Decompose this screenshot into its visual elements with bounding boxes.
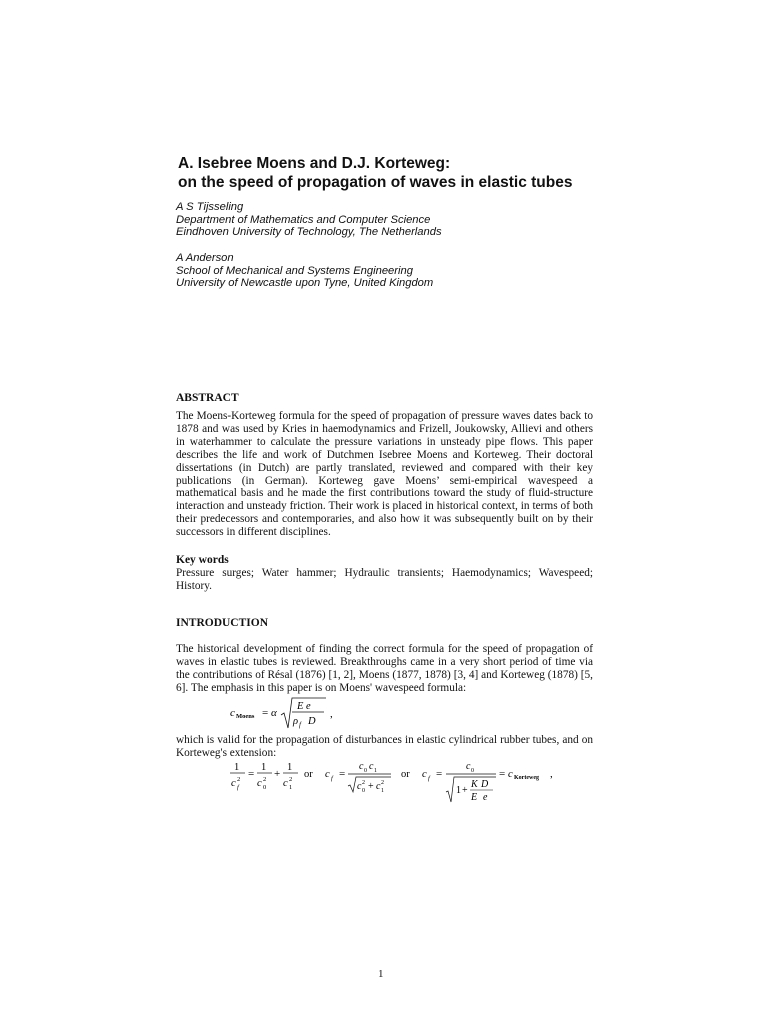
- eq2-comma: ,: [550, 768, 553, 780]
- eq2-c: c: [508, 769, 513, 780]
- eq2-korteweg-sub: Korteweg: [514, 775, 539, 781]
- eq2-c: c: [325, 769, 330, 780]
- eq2-c: c: [466, 761, 471, 772]
- author-name: A S Tijsseling: [176, 201, 244, 213]
- eq2-c: c: [257, 778, 262, 789]
- moens-equation: [230, 696, 370, 735]
- eq2-D: D: [481, 779, 489, 790]
- eq2-sub-1: 1: [381, 788, 384, 794]
- author-institution: Eindhoven University of Technology, The Netherlands: [176, 226, 442, 239]
- eq1-rho-sub: f: [299, 721, 301, 729]
- eq2-sub-f: f: [428, 775, 430, 782]
- korteweg-equation: [228, 758, 568, 811]
- eq1-numerator: E e: [297, 701, 311, 712]
- author-department: Department of Mathematics and Computer Science: [176, 213, 431, 226]
- keywords-heading: Key words: [176, 554, 229, 566]
- author-name: A Anderson: [176, 252, 234, 264]
- eq1-comma: ,: [330, 708, 333, 720]
- eq1-D: D: [308, 716, 316, 727]
- eq2-c: c: [357, 781, 362, 792]
- eq2-plus: +: [368, 781, 374, 792]
- introduction-heading: INTRODUCTION: [176, 617, 269, 629]
- paper-title: [178, 154, 638, 192]
- author-block-1: [176, 201, 596, 239]
- eq2-c: c: [369, 761, 374, 772]
- eq2-num-1: 1: [234, 762, 240, 773]
- eq1-rho: ρ: [293, 716, 299, 727]
- eq2-sub-0: 0: [364, 768, 367, 774]
- eq2-or-1: or: [304, 769, 313, 780]
- eq2-or-2: or: [401, 769, 410, 780]
- eq2-c: c: [422, 769, 427, 780]
- eq2-sub-0: 0: [263, 784, 267, 791]
- eq2-num-2: 1: [261, 762, 267, 773]
- eq2-equals-2: =: [339, 768, 346, 780]
- title-line-1: A. Isebree Moens and D.J. Korteweg:: [178, 155, 451, 172]
- eq2-sub-f: f: [331, 775, 333, 782]
- eq2-one: 1: [456, 785, 461, 796]
- author-institution: University of Newcastle upon Tyne, United Kingdom: [176, 277, 434, 290]
- author-department: School of Mechanical and Systems Engineering: [176, 264, 413, 277]
- eq2-c: c: [283, 778, 288, 789]
- eq2-sub-f: f: [237, 784, 239, 791]
- eq2-e: e: [483, 792, 488, 803]
- eq2-sup-2: 2: [263, 776, 267, 783]
- eq2-plus: +: [462, 785, 468, 796]
- eq2-sub-0: 0: [471, 768, 474, 774]
- eq2-num-3: 1: [287, 762, 293, 773]
- eq2-sup-2: 2: [237, 776, 241, 783]
- eq2-sup-2: 2: [362, 780, 365, 786]
- eq2-plus: +: [274, 768, 281, 780]
- eq2-sup-2: 2: [289, 776, 293, 783]
- eq2-equals-1: =: [248, 768, 255, 780]
- author-block-2: [176, 252, 596, 290]
- abstract-heading: ABSTRACT: [176, 392, 239, 404]
- page-number: 1: [378, 968, 384, 980]
- eq2-equals-4: =: [499, 768, 506, 780]
- title-line-2: on the speed of propagation of waves in elastic tubes: [178, 174, 573, 191]
- eq2-c: c: [376, 781, 381, 792]
- eq2-E: E: [471, 792, 478, 803]
- introduction-paragraph-1: The historical development of finding the correct formula for the speed of propagation of waves in elastic tubes is reviewed. Breakthroughs came in a very short period of time via the contributions of Résal (1876) [1, 2], Moens (1877, 1878) [3, 4] and Korteweg (1878) [5, 6]. The emphasis in this paper is on Moens' wavespeed formula:: [176, 643, 593, 694]
- eq2-sub-1: 1: [374, 768, 377, 774]
- eq2-K: K: [471, 779, 478, 790]
- eq2-sub-1: 1: [289, 784, 293, 791]
- eq2-sub-0: 0: [362, 788, 365, 794]
- abstract-text: The Moens-Korteweg formula for the speed of propagation of pressure waves dates back to 1878 and was used by Kries in haemodynamics and Frizell, Joukowsky, Allievi and others in waterhammer to calculate the pressure variations in unsteady pipe flows. This paper describes the life and work of Dutchmen Isebree Moens and Korteweg. Their doctoral dissertations (in Dutch) are partly translated, reviewed and compared with their key publications (in German). Korteweg gave Moens’ semi-empirical wavespeed a mathematical basis and he made the first contributions toward the study of fluid-structure interaction and unsteady friction. Their work is placed in historical context, in terms of both their predecessors and contemporaries, and also how it was subsequently built on by their successors in different disciplines.: [176, 410, 593, 539]
- eq2-equals-3: =: [436, 768, 443, 780]
- moens-equation-graphic: [230, 696, 370, 732]
- eq2-c: c: [359, 761, 364, 772]
- eq1-alpha: α: [271, 707, 277, 719]
- eq1-lhs: c: [230, 707, 235, 719]
- eq1-lhs-sub: Moens: [236, 713, 255, 720]
- eq2-c: c: [231, 778, 236, 789]
- keywords-text: Pressure surges; Water hammer; Hydraulic transients; Haemodynamics; Wavespeed; History.: [176, 567, 593, 592]
- korteweg-equation-graphic: [228, 758, 568, 808]
- eq1-equals: =: [262, 707, 269, 719]
- eq2-sup-2: 2: [381, 780, 384, 786]
- introduction-paragraph-2: which is valid for the propagation of disturbances in elastic cylindrical rubber tubes, and on Korteweg's extension:: [176, 734, 593, 759]
